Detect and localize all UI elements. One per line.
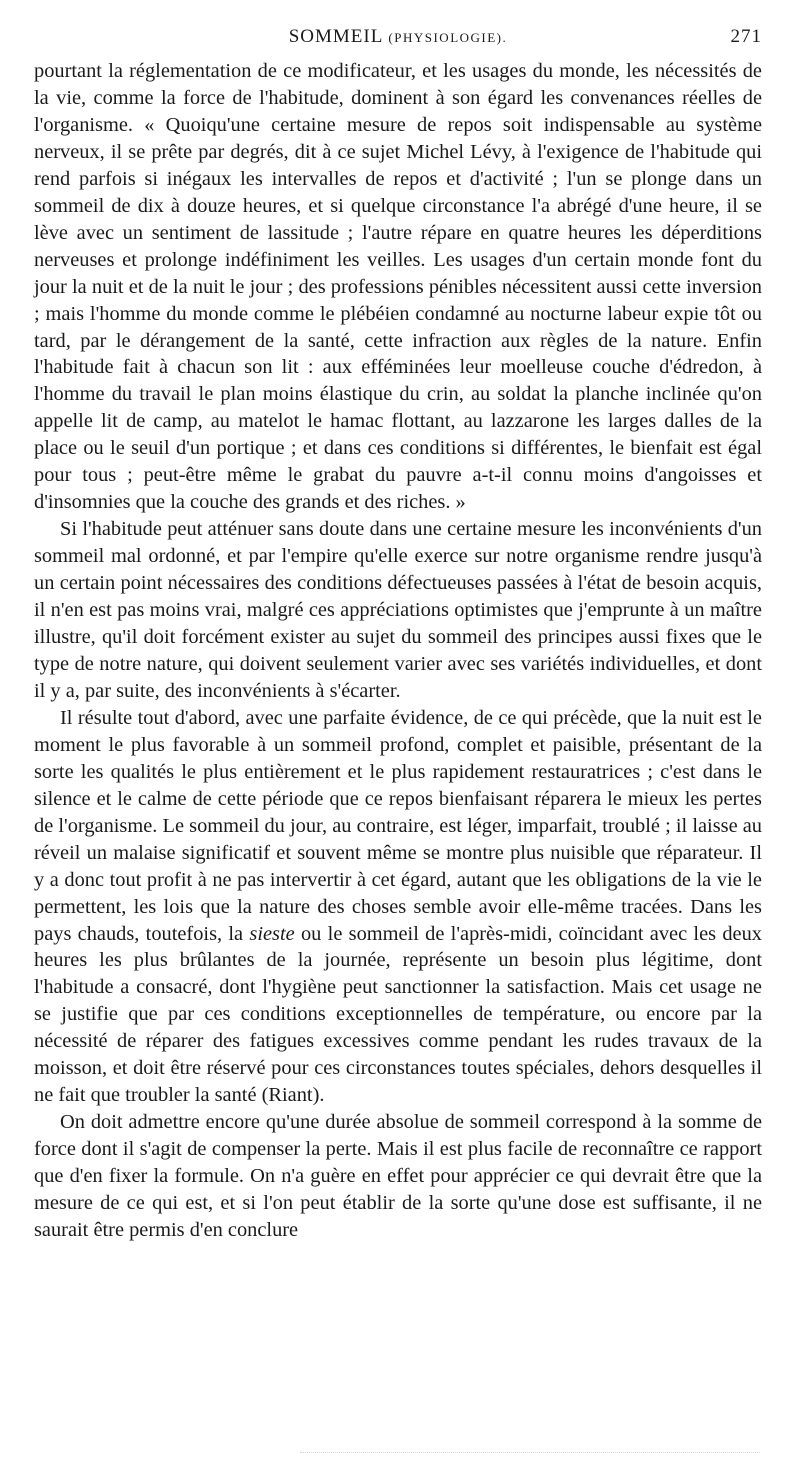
running-title (34, 26, 762, 48)
paragraph-text: On doit admettre encore qu'une durée absolue de sommeil correspond à la somme de force dont il s'agit de compenser la perte. Mais il est plus facile de reconnaître ce rapport que d'en fixer la formule. On n'a guère en effet pour apprécier ce qui devrait être que la mesure de ce qui est, et si l'on peut établir de la sorte qu'une dose est suffisante, il ne saurait être permis d'en conclure (34, 1111, 762, 1241)
paragraph (34, 705, 762, 1109)
paragraph (34, 516, 762, 705)
paragraph-text: Si l'habitude peut atténuer sans doute dans une certaine mesure les inconvénients d'un sommeil mal ordonné, et par l'empire qu'elle exerce sur notre organisme rendre jusqu'à un certain point nécessaires des conditions défectueuses passées à l'état de besoin acquis, il n'en est pas moins vrai, malgré ces appréciations optimistes que j'emprunte à un maître illustre, qu'il doit forcément exister au sujet du sommeil des principes aussi fixes que le type de notre nature, qui doivent seulement varier avec ses variétés individuelles, et dont il y a, par suite, des inconvénients à s'écarter. (34, 518, 762, 702)
paragraph-text: pourtant la réglementation de ce modificateur, et les usages du monde, les nécessités de la vie, comme la force de l'habitude, dominent à son égard les convenances réelles de l'organisme. « Quoiqu'une certaine mesure de repos soit indispensable au système nerveux, il se prête par degrés, dit à ce sujet Michel Lévy, à l'exigence de l'habitude qui rend parfois si inégaux les intervalles de repos et d'activité ; l'un se plonge dans un sommeil de dix à douze heures, et si quelque circonstance l'a abrégé d'une heure, il se lève avec un sentiment de lassitude ; l'autre répare en quatre heures les déperditions nerveuses et prolonge indéfiniment les veilles. Les usages d'un certain monde font du jour la nuit et de la nuit le jour ; des professions pénibles nécessitent aussi cette inversion ; mais l'homme du monde comme le plébéien condamné au nocturne labeur expie tôt ou tard, par le dérangement de la santé, cette infraction aux règles de la nature. Enfin l'habitude fait à chacun son lit : aux efféminées leur moelleuse couche d'édredon, à l'homme du travail le plan moins élastique du crin, au soldat la planche inclinée qu'on appelle lit de camp, au matelot le hamac flottant, au lazzarone les larges dalles de la place ou le seuil d'un portique ; et dans ces conditions si différentes, le bienfait est égal pour tous ; peut-être même le grabat du pauvre a-t-il connu moins d'angoisses et d'insomnies que la couche des grands et des riches. » (34, 60, 762, 514)
paragraph (34, 58, 762, 516)
paragraph-text: ou le sommeil de l'après-midi, coïncidant avec les deux heures les plus brûlantes de la journée, représente un besoin plus légitime, dont l'habitude a consacré, dont l'hygiène peut sanctionner la satisfaction. Mais cet usage ne se justifie que par ces conditions exceptionnelles de température, ou encore par la nécessité de réparer des fatigues excessives comme pendant les rudes travaux de la moisson, et doit être réservé pour ces circonstances toutes spéciales, dehors desquelles il ne fait que troubler la santé (Riant). (34, 922, 762, 1107)
paragraph-text: Il résulte tout d'abord, avec une parfaite évidence, de ce qui précède, que la nuit est le moment le plus favorable à un sommeil profond, complet et paisible, présentant de la sorte les qualités le plus entièrement et le plus rapidement restauratrices ; c'est dans le silence et le calme de cette période que ce repos bienfaisant réparera le mieux les pertes de l'organisme. Le sommeil du jour, au contraire, est léger, imparfait, troublé ; il laisse au réveil un malaise significatif et souvent même se montre plus nuisible que réparateur. Il y a donc tout profit à ne pas intervertir à cet égard, autant que les obligations de la vie le permettent, les lois que la nature des choses semble avoir elle-même tracées. Dans les pays chauds, toutefois, la (34, 706, 762, 945)
emphasized-term: sieste (249, 922, 295, 945)
paragraph (34, 1109, 762, 1244)
footer-rule (300, 1446, 760, 1453)
book-page (34, 26, 762, 1244)
header-title: SOMMEIL (288, 26, 383, 47)
running-header (34, 26, 762, 50)
page-number: 271 (730, 26, 762, 47)
body-text (34, 58, 762, 1244)
header-subtitle: (PHYSIOLOGIE). (388, 30, 508, 45)
